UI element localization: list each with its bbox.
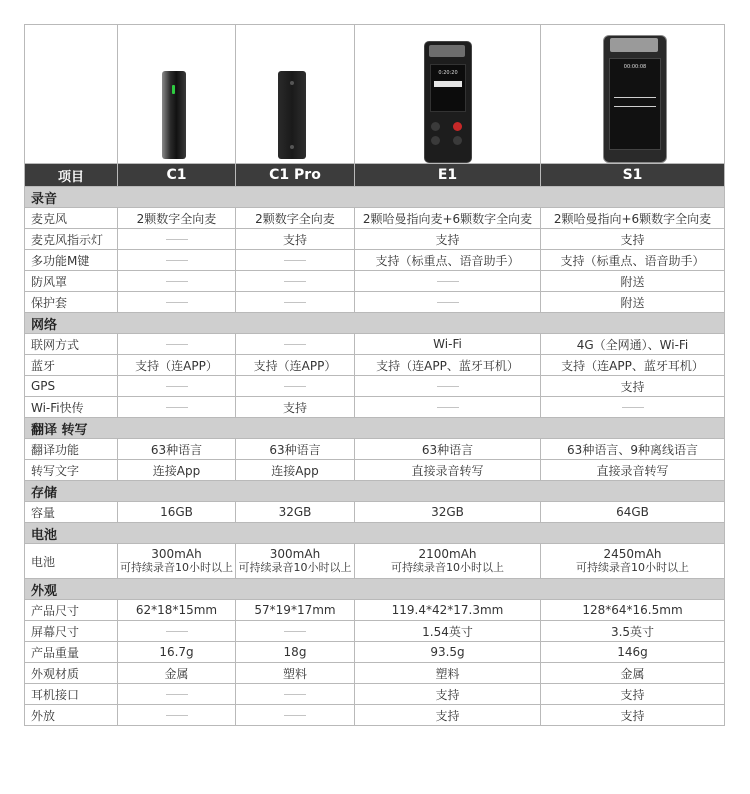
cell-s1 [541, 544, 725, 579]
row-label: 耳机接口 [25, 684, 118, 705]
cell-e1: 32GB [355, 502, 541, 523]
cell-c1: 2颗数字全向麦 [118, 208, 236, 229]
cell-s1: 4G（全网通）、Wi-Fi [541, 334, 725, 355]
dash-mark [166, 407, 188, 408]
section-title: 电池 [25, 523, 725, 544]
cell-e1: 支持（连APP、蓝牙耳机） [355, 355, 541, 376]
cell-c1: 金属 [118, 663, 236, 684]
dash-mark [284, 344, 306, 345]
cell-c1 [118, 684, 236, 705]
cell-c1 [118, 544, 236, 579]
row-label: 翻译功能 [25, 439, 118, 460]
row-label: 产品尺寸 [25, 600, 118, 621]
dash-mark [284, 386, 306, 387]
section-network [25, 313, 725, 334]
table-row [25, 460, 725, 481]
cell-e1: 支持 [355, 229, 541, 250]
dash-mark [166, 386, 188, 387]
header-s1: S1 [541, 164, 725, 187]
row-label: 多功能M键 [25, 250, 118, 271]
battery-note: 可持续录音10小时以上 [238, 561, 352, 574]
dash-mark [166, 260, 188, 261]
cell-s1: 支持 [541, 705, 725, 726]
row-label: 蓝牙 [25, 355, 118, 376]
c1pro-device-image [278, 71, 306, 159]
section-title: 翻译 转写 [25, 418, 725, 439]
cell-s1: 附送 [541, 271, 725, 292]
row-label: 麦克风指示灯 [25, 229, 118, 250]
dash-mark [166, 715, 188, 716]
row-label: 保护套 [25, 292, 118, 313]
dash-mark [166, 344, 188, 345]
dash-mark [166, 302, 188, 303]
table-row [25, 292, 725, 313]
row-label: 屏幕尺寸 [25, 621, 118, 642]
cell-c1pro: 支持（连APP） [236, 355, 355, 376]
cell-e1: 塑料 [355, 663, 541, 684]
cell-e1: Wi-Fi [355, 334, 541, 355]
cell-c1: 16GB [118, 502, 236, 523]
table-row [25, 376, 725, 397]
cell-c1: 62*18*15mm [118, 600, 236, 621]
cell-s1: 64GB [541, 502, 725, 523]
row-label: 麦克风 [25, 208, 118, 229]
row-label: Wi-Fi快传 [25, 397, 118, 418]
battery-capacity: 300mAh [269, 547, 321, 561]
section-battery [25, 523, 725, 544]
cell-c1 [118, 376, 236, 397]
table-row [25, 502, 725, 523]
row-label: 外放 [25, 705, 118, 726]
cell-s1: 支持 [541, 684, 725, 705]
cell-c1: 支持（连APP） [118, 355, 236, 376]
cell-s1: 146g [541, 642, 725, 663]
cell-e1 [355, 544, 541, 579]
table-row [25, 642, 725, 663]
table-row [25, 355, 725, 376]
dash-mark [284, 715, 306, 716]
dash-mark [166, 239, 188, 240]
s1-device-image [603, 35, 667, 163]
cell-e1: 2颗哈曼指向麦+6颗数字全向麦 [355, 208, 541, 229]
dash-mark [166, 694, 188, 695]
product-image-row [25, 25, 725, 164]
cell-e1: 支持（标重点、语音助手） [355, 250, 541, 271]
row-label: 转写文字 [25, 460, 118, 481]
battery-note: 可持续录音10小时以上 [120, 561, 233, 574]
cell-c1 [118, 292, 236, 313]
cell-s1: 金属 [541, 663, 725, 684]
table-row [25, 544, 725, 579]
table-row [25, 229, 725, 250]
cell-c1: 连接App [118, 460, 236, 481]
cell-e1 [355, 397, 541, 418]
cell-c1pro: 塑料 [236, 663, 355, 684]
cell-c1pro: 32GB [236, 502, 355, 523]
s1-image-cell [541, 25, 725, 164]
cell-e1: 支持 [355, 705, 541, 726]
dash-mark [437, 386, 459, 387]
cell-c1 [118, 334, 236, 355]
cell-c1: 63种语言 [118, 439, 236, 460]
cell-c1 [118, 250, 236, 271]
section-title: 网络 [25, 313, 725, 334]
cell-c1pro [236, 271, 355, 292]
cell-c1 [118, 705, 236, 726]
cell-c1 [118, 271, 236, 292]
cell-c1pro: 63种语言 [236, 439, 355, 460]
row-label: 联网方式 [25, 334, 118, 355]
cell-s1: 2颗哈曼指向+6颗数字全向麦 [541, 208, 725, 229]
battery-note: 可持续录音10小时以上 [576, 561, 689, 574]
dash-mark [284, 302, 306, 303]
cell-c1 [118, 229, 236, 250]
cell-s1: 支持（标重点、语音助手） [541, 250, 725, 271]
cell-e1 [355, 271, 541, 292]
cell-c1pro: 支持 [236, 397, 355, 418]
cell-c1pro [236, 334, 355, 355]
table-row [25, 334, 725, 355]
cell-c1: 16.7g [118, 642, 236, 663]
dash-mark [437, 407, 459, 408]
cell-c1pro [236, 376, 355, 397]
dash-mark [284, 631, 306, 632]
header-e1: E1 [355, 164, 541, 187]
cell-s1: 支持 [541, 229, 725, 250]
cell-s1: 128*64*16.5mm [541, 600, 725, 621]
cell-c1pro [236, 705, 355, 726]
section-title: 存储 [25, 481, 725, 502]
dash-mark [166, 631, 188, 632]
battery-capacity: 2100mAh [418, 547, 477, 561]
cell-e1: 直接录音转写 [355, 460, 541, 481]
section-translate [25, 418, 725, 439]
cell-c1pro [236, 684, 355, 705]
dash-mark [437, 302, 459, 303]
row-label: 防风罩 [25, 271, 118, 292]
section-title: 录音 [25, 187, 725, 208]
e1-screen-time: 0:20:20 [438, 70, 458, 76]
cell-e1 [355, 376, 541, 397]
row-label: 电池 [25, 544, 118, 579]
c1-device-image [162, 71, 186, 159]
table-row [25, 705, 725, 726]
header-c1pro: C1 Pro [236, 164, 355, 187]
cell-s1: 支持 [541, 376, 725, 397]
table-row [25, 271, 725, 292]
dash-mark [284, 281, 306, 282]
table-row [25, 621, 725, 642]
cell-s1: 直接录音转写 [541, 460, 725, 481]
e1-image-cell [355, 25, 541, 164]
cell-c1pro [236, 250, 355, 271]
cell-s1: 63种语言、9种离线语言 [541, 439, 725, 460]
e1-device-image [424, 41, 472, 163]
cell-c1pro [236, 292, 355, 313]
cell-c1pro [236, 544, 355, 579]
cell-s1: 3.5英寸 [541, 621, 725, 642]
empty-image-cell [25, 25, 118, 164]
cell-s1 [541, 397, 725, 418]
section-appearance [25, 579, 725, 600]
dash-mark [437, 281, 459, 282]
cell-s1: 附送 [541, 292, 725, 313]
cell-e1: 119.4*42*17.3mm [355, 600, 541, 621]
section-title: 外观 [25, 579, 725, 600]
dash-mark [284, 694, 306, 695]
cell-c1pro: 57*19*17mm [236, 600, 355, 621]
table-row [25, 397, 725, 418]
table-row [25, 208, 725, 229]
row-label: 外观材质 [25, 663, 118, 684]
cell-e1: 63种语言 [355, 439, 541, 460]
section-recording [25, 187, 725, 208]
cell-e1 [355, 292, 541, 313]
cell-c1pro: 支持 [236, 229, 355, 250]
row-label: 容量 [25, 502, 118, 523]
cell-e1: 1.54英寸 [355, 621, 541, 642]
cell-c1 [118, 621, 236, 642]
dash-mark [622, 407, 644, 408]
cell-c1pro: 连接App [236, 460, 355, 481]
cell-c1pro: 18g [236, 642, 355, 663]
table-row [25, 600, 725, 621]
cell-e1: 93.5g [355, 642, 541, 663]
cell-s1: 支持（连APP、蓝牙耳机） [541, 355, 725, 376]
table-row [25, 684, 725, 705]
spec-table [24, 24, 725, 726]
s1-screen-time: 00:00:08 [623, 64, 647, 70]
dash-mark [166, 281, 188, 282]
header-item: 项目 [25, 164, 118, 187]
c1pro-image-cell [236, 25, 355, 164]
cell-c1pro: 2颗数字全向麦 [236, 208, 355, 229]
table-header [25, 164, 725, 187]
table-row [25, 663, 725, 684]
battery-note: 可持续录音10小时以上 [391, 561, 504, 574]
c1-image-cell [118, 25, 236, 164]
battery-capacity: 300mAh [151, 547, 202, 561]
cell-e1: 支持 [355, 684, 541, 705]
cell-c1pro [236, 621, 355, 642]
dash-mark [284, 260, 306, 261]
table-row [25, 250, 725, 271]
row-label: 产品重量 [25, 642, 118, 663]
table-row [25, 439, 725, 460]
header-c1: C1 [118, 164, 236, 187]
row-label: GPS [25, 376, 118, 397]
battery-capacity: 2450mAh [603, 547, 662, 561]
cell-c1 [118, 397, 236, 418]
section-storage [25, 481, 725, 502]
